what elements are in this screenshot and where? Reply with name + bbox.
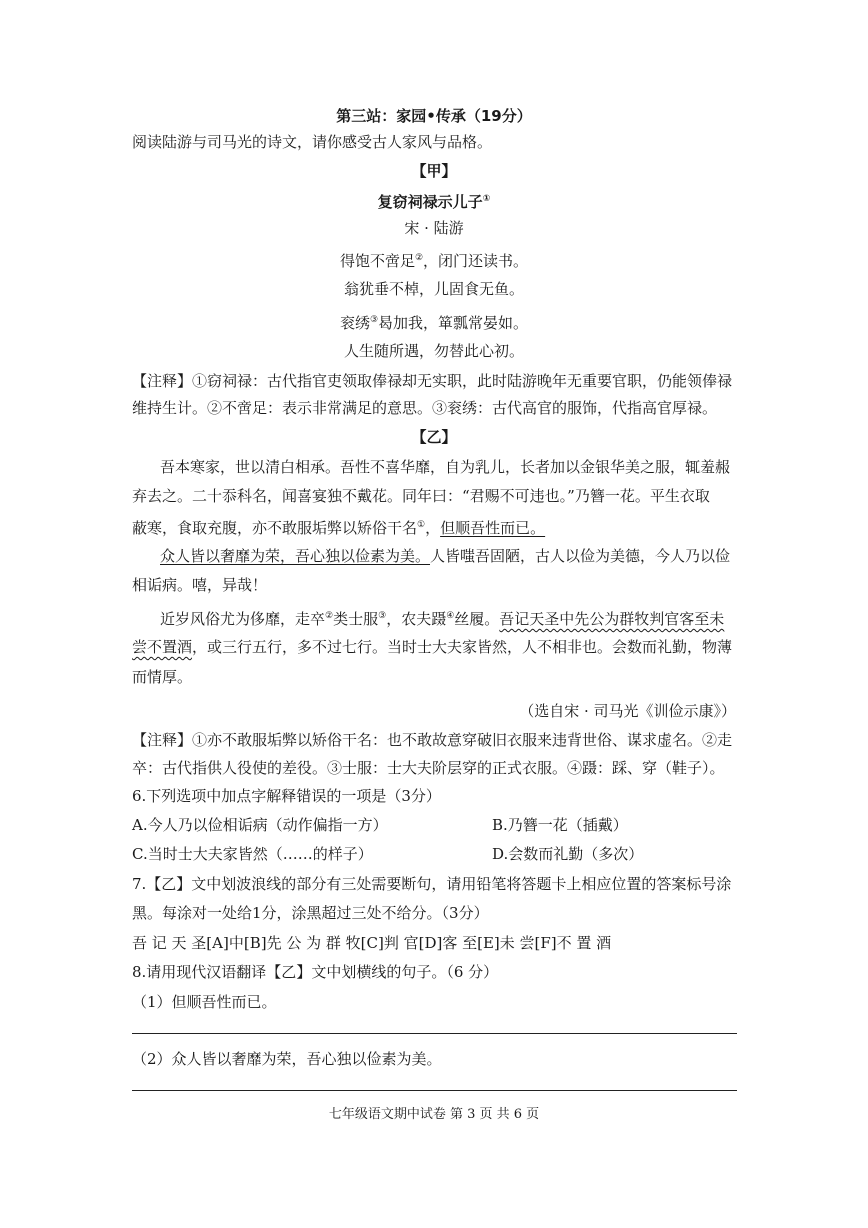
intro-text: 阅读陆游与司马光的诗文，请你感受古人家风与品格。 [132,133,493,151]
yi-note-line-1: 【注释】①亦不敢服垢弊以矫俗干名：也不敢故意穿破旧衣服来违背世俗、谋求虚名。②走 [132,731,733,749]
underlined-sentence-1: 但顺吾性而已。 [440,519,546,537]
underlined-sentence-2: 众人皆以奢靡为荣，吾心独以俭素为美。 [160,547,431,565]
jia-note-line-2: 维持生计。②不啻足：表示非常满足的意思。③衮绣：古代高官的服饰，代指高官厚禄。 [132,399,718,417]
page-footer: 七年级语文期中试卷 第 3 页 共 6 页 [328,1107,540,1122]
poem-title-footnote: ① [482,194,491,204]
poem-footnote: ② [414,253,424,263]
poem-line-rest: 曷加我，箪瓢常晏如。 [378,314,529,332]
yi-p1-line-1: 吾本寒家，世以清白相承。吾性不喜华靡，自为乳儿，长者加以金银华美之服，辄羞赧 [160,458,731,476]
q6-option-c: C.当时士大夫家皆然（……的样子） [132,845,373,863]
q8-item-2: （2）众人皆以奢靡为荣，吾心独以俭素为美。 [132,1050,442,1068]
yi-p1-line-2: 弃去之。二十忝科名，闻喜宴独不戴花。同年曰：“君赐不可违也。”乃簪一花。平生衣取 [132,487,710,505]
yi-label: 【乙】 [411,428,457,446]
wavy-underlined-text: 吾记天圣中先公为群牧判官客至未 [499,610,725,628]
yi-p3-line-2 [132,636,732,658]
yi-text: 类士服 [333,610,379,628]
poem-line-4 [0,340,868,362]
yi-p2-line-1 [160,545,730,567]
yi-footnote: ② [325,611,334,621]
jia-label: 【甲】 [411,162,457,180]
jia-note-line-1: 【注释】①窃祠禄：古代指官吏领取俸禄却无实职，此时陆游晚年无重要官职，仍能领俸禄 [132,372,733,390]
wavy-underlined-text: 尝不置酒 [132,638,193,656]
yi-source: （选自宋 · 司马光《训俭示康》） [519,702,736,720]
answer-line-2[interactable] [132,1090,737,1091]
q8-stem: 8.请用现代汉语翻译【乙】文中划横线的句子。（6 分） [132,963,499,981]
yi-text: ，或三行五行，多不过七行。当时士大夫家皆然，人不相非也。会数而礼勤，物薄 [192,638,733,656]
q6-stem: 6.下列选项中加点字解释错误的一项是（3分） [132,787,441,805]
yi-footnote: ③ [378,611,387,621]
yi-text: 人皆嗤吾固陋，古人以俭为美德，今人乃以俭 [430,547,731,565]
q7-stem-line-2: 黑。每涂对一处给1分，涂黑超过三处不给分。（3分） [132,904,489,922]
poem-line-rest: ，闭门还读书。 [423,252,529,270]
yi-p3-line-3: 而情厚。 [132,668,193,686]
yi-text: 蔽寒，食取充腹，亦不敢服垢弊以矫俗干名 [132,519,418,537]
poem-line-text: 人生随所遇，勿替此心初。 [343,342,524,360]
yi-p1-line-3 [132,514,545,539]
poem-line-text: 衮绣 [339,314,370,332]
yi-footnote: ① [417,520,426,530]
poem-line-text: 翁犹垂不棹，儿固食无鱼。 [343,280,524,298]
yi-note-line-2: 卒：古代指供人役使的差役。③士服：士大夫阶层穿的正式衣服。④蹑：踩、穿（鞋子）。 [132,759,725,777]
poem-line-2 [0,278,868,300]
poem-line-text: 得饱不啻足 [339,252,415,270]
poem-line-3 [0,309,868,334]
yi-p2-line-2: 相诟病。嘻，异哉！ [132,576,268,594]
yi-text: 丝履。 [454,610,500,628]
q7-sentence: 吾 记 天 圣[A]中[B]先 公 为 群 牧[C]判 官[D]客 至[E]未 尝[F]不 置 酒 [132,934,612,952]
q6-option-b: B.乃簪一花（插戴） [492,816,628,834]
q6-option-a: A.今人乃以俭相诟病（动作偏指一方） [132,816,388,834]
poem-title [0,188,868,213]
poem-title-text: 复窃祠禄示儿子 [377,193,483,211]
q7-stem-line-1: 7.【乙】文中划波浪线的部分有三处需要断句，请用铅笔将答题卡上相应位置的答案标号涂 [132,875,732,893]
yi-text: ，农夫蹑 [386,610,447,628]
yi-footnote: ④ [446,611,455,621]
poem-line-1 [0,247,868,272]
answer-line-1[interactable] [132,1033,737,1034]
q8-item-1: （1）但顺吾性而已。 [132,993,277,1011]
q6-option-d: D.会数而礼勤（多次） [492,845,644,863]
yi-text: ， [425,519,441,537]
yi-text: 近岁风俗尤为侈靡，走卒 [160,610,326,628]
poem-author: 宋 · 陆游 [404,219,464,237]
yi-p3-line-1 [160,605,724,630]
section-title: 第三站：家园•传承（19分） [336,107,532,125]
poem-footnote: ③ [369,315,379,325]
